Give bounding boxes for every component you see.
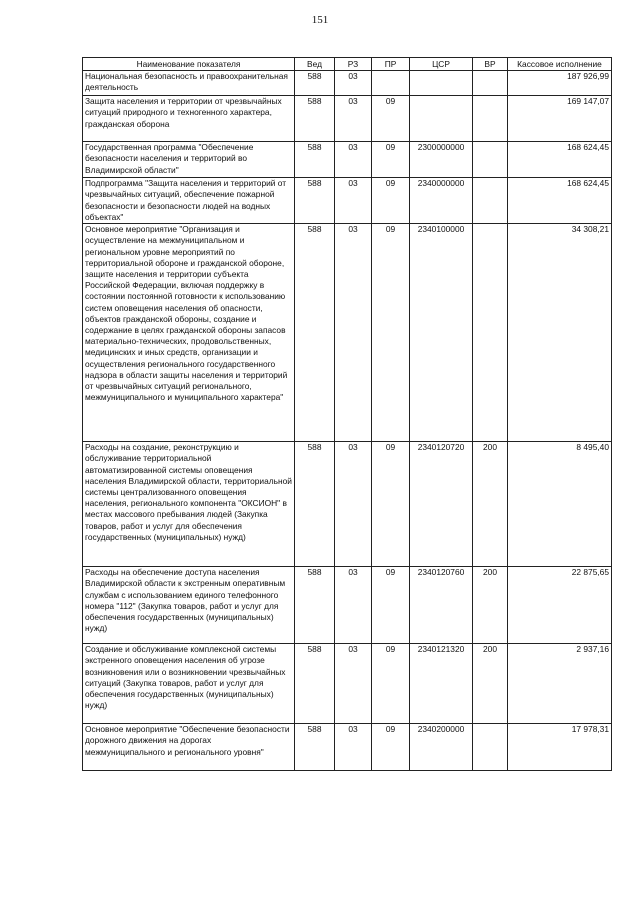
row-ved: 588 <box>295 71 335 96</box>
row-ved: 588 <box>295 442 335 567</box>
table-row <box>83 442 612 567</box>
table-row <box>83 724 612 771</box>
row-vr <box>473 724 508 771</box>
header-pr: ПР <box>372 58 410 71</box>
row-csr <box>410 71 473 96</box>
row-vr <box>473 178 508 224</box>
table-row <box>83 644 612 724</box>
row-pr: 09 <box>372 644 410 724</box>
row-rz: 03 <box>335 71 372 96</box>
row-ved: 588 <box>295 142 335 178</box>
table-row <box>83 178 612 224</box>
table-row <box>83 567 612 644</box>
row-vr: 200 <box>473 567 508 644</box>
row-pr: 09 <box>372 224 410 442</box>
table-header-row <box>83 58 612 71</box>
row-sum: 22 875,65 <box>508 567 612 644</box>
row-sum: 187 926,99 <box>508 71 612 96</box>
row-vr <box>473 96 508 142</box>
row-name: Защита населения и территории от чрезвычайных ситуаций природного и техногенного характера, гражданская оборона <box>83 96 295 142</box>
row-name: Основное мероприятие "Организация и осуществление на межмуниципальном и региональном уровне мероприятий по территориальной обороне и гражданской обороне, защите населения и территории субъекта Российской Федерации, включая поддержку в состоянии постоянной готовности к использованию систем оповещения населения об опасности, объектов гражданской обороны, создание и содержание в целях гражданской обороны запасов материально-технических, продовольственных, медицинских и иных средств, организации и осуществления регионального государственного надзора в области защиты населения и территорий от чрезвычайных ситуаций регионального, межмуниципального и муниципального характера" <box>83 224 295 442</box>
row-pr: 09 <box>372 567 410 644</box>
row-rz: 03 <box>335 724 372 771</box>
row-sum: 34 308,21 <box>508 224 612 442</box>
row-name: Государственная программа "Обеспечение безопасности населения и территорий во Владимирской области" <box>83 142 295 178</box>
row-csr: 2340120720 <box>410 442 473 567</box>
row-pr: 09 <box>372 96 410 142</box>
row-rz: 03 <box>335 644 372 724</box>
row-sum: 17 978,31 <box>508 724 612 771</box>
row-vr: 200 <box>473 644 508 724</box>
row-csr <box>410 96 473 142</box>
header-ved: Вед <box>295 58 335 71</box>
row-name: Основное мероприятие "Обеспечение безопасности дорожного движения на дорогах межмуниципального и регионального уровня" <box>83 724 295 771</box>
budget-table <box>82 57 612 771</box>
row-sum: 8 495,40 <box>508 442 612 567</box>
row-vr <box>473 224 508 442</box>
row-sum: 169 147,07 <box>508 96 612 142</box>
row-sum: 2 937,16 <box>508 644 612 724</box>
row-ved: 588 <box>295 178 335 224</box>
row-rz: 03 <box>335 442 372 567</box>
row-name: Расходы на обеспечение доступа населения Владимирской области к экстренным оперативным службам с использованием единого телефонного номера "112" (Закупка товаров, работ и услуг для обеспечения государственных (муниципальных) нужд) <box>83 567 295 644</box>
table-row <box>83 96 612 142</box>
row-rz: 03 <box>335 178 372 224</box>
row-ved: 588 <box>295 567 335 644</box>
row-rz: 03 <box>335 96 372 142</box>
row-pr: 09 <box>372 724 410 771</box>
row-pr: 09 <box>372 142 410 178</box>
table-row <box>83 224 612 442</box>
row-csr: 2300000000 <box>410 142 473 178</box>
row-csr: 2340120760 <box>410 567 473 644</box>
row-name: Расходы на создание, реконструкцию и обслуживание территориальной автоматизированной системы оповещения населения Владимирской области, территориальной системы централизованного оповещения населения, регионального компонента "ОКСИОН" в местах массового пребывания людей (Закупка товаров, работ и услуг для обеспечения государственных (муниципальных) нужд) <box>83 442 295 567</box>
table-row <box>83 71 612 96</box>
row-name: Подпрограмма "Защита населения и территорий от чрезвычайных ситуаций, обеспечение пожарной безопасности и безопасности людей на водных объектах" <box>83 178 295 224</box>
row-pr: 09 <box>372 442 410 567</box>
table-row <box>83 142 612 178</box>
header-name: Наименование показателя <box>83 58 295 71</box>
page-number: 151 <box>311 14 329 26</box>
row-csr: 2340200000 <box>410 724 473 771</box>
header-rz: РЗ <box>335 58 372 71</box>
row-name: Создание и обслуживание комплексной системы экстренного оповещения населения об угрозе возникновения или о возникновении чрезвычайных ситуаций (Закупка товаров, работ и услуг для обеспечения государственных (муниципальных) нужд) <box>83 644 295 724</box>
row-vr <box>473 71 508 96</box>
row-sum: 168 624,45 <box>508 178 612 224</box>
row-vr <box>473 142 508 178</box>
row-sum: 168 624,45 <box>508 142 612 178</box>
row-ved: 588 <box>295 96 335 142</box>
row-rz: 03 <box>335 224 372 442</box>
row-rz: 03 <box>335 567 372 644</box>
row-pr: 09 <box>372 178 410 224</box>
row-vr: 200 <box>473 442 508 567</box>
header-sum: Кассовое исполнение <box>508 58 612 71</box>
row-csr: 2340100000 <box>410 224 473 442</box>
header-vr: ВР <box>473 58 508 71</box>
row-ved: 588 <box>295 644 335 724</box>
row-ved: 588 <box>295 724 335 771</box>
row-csr: 2340000000 <box>410 178 473 224</box>
header-csr: ЦСР <box>410 58 473 71</box>
row-pr <box>372 71 410 96</box>
row-name: Национальная безопасность и правоохранительная деятельность <box>83 71 295 96</box>
row-csr: 2340121320 <box>410 644 473 724</box>
row-rz: 03 <box>335 142 372 178</box>
row-ved: 588 <box>295 224 335 442</box>
